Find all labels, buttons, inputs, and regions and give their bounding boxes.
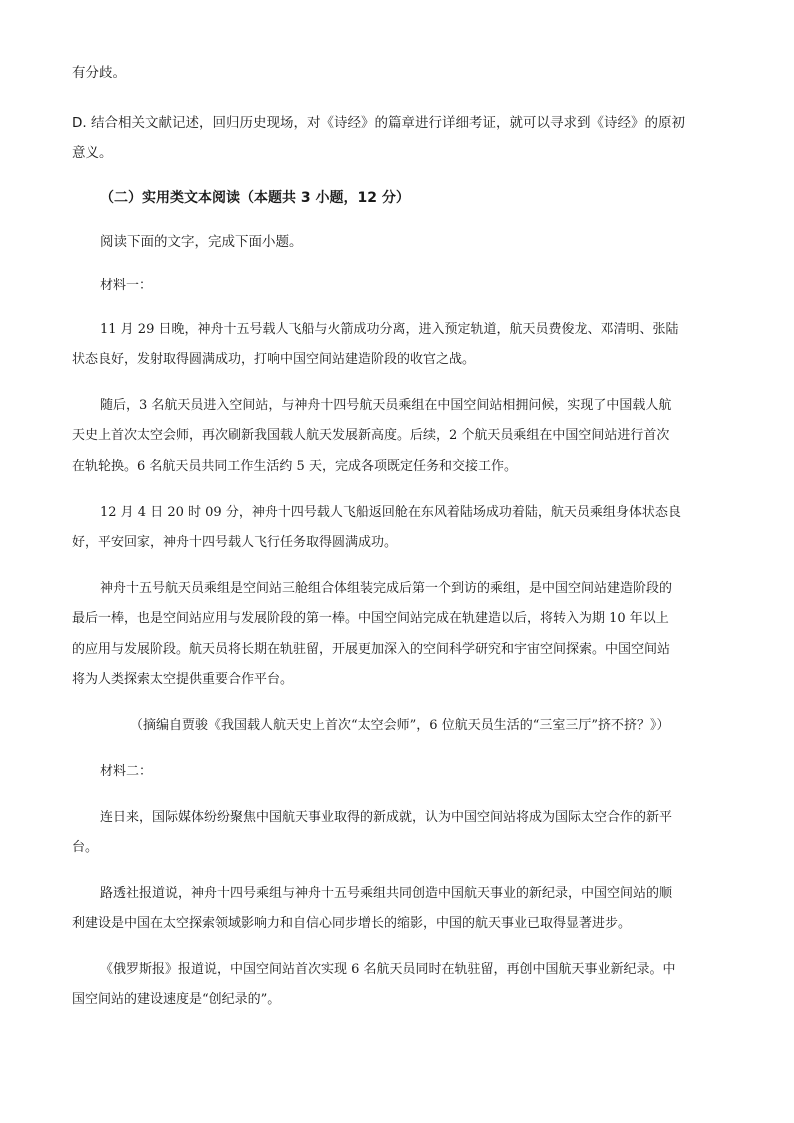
m2-p3-line-1: 《俄罗斯报》报道说，中国空间站首次实现 6 名航天员同时在轨驻留，再创中国航天事业新纪录。中 [100,962,676,977]
m1-p4-line-4: 将为人类探索太空提供重要合作平台。 [72,672,294,687]
section-heading: （二）实用类文本阅读（本题共 3 小题，12 分） [100,190,410,206]
option-d-line-2: 意义。 [72,145,113,161]
m1-p3-line-1: 12 月 4 日 20 时 09 分，神舟十四号载人飞船返回舱在东风着陆场成功着陆，航天员乘组身体状态良 [100,505,681,520]
material-1-label: 材料一： [100,278,153,293]
m2-p1-line-2: 台。 [72,840,99,855]
m1-p3-line-2: 好，平安回家，神舟十四号载人飞行任务取得圆满成功。 [72,535,398,550]
m1-p1-line-2: 状态良好，发射取得圆满成功，打响中国空间站建造阶段的收官之战。 [72,352,476,367]
reading-instruction: 阅读下面的文字，完成下面小题。 [100,234,303,250]
m1-p4-line-3: 的应用与发展阶段。航天员将长期在轨驻留，开展更加深入的空间科学研究和宇宙空间探索。中国空间站 [72,642,671,657]
m1-p2-line-2: 天史上首次太空会师，再次刷新我国载人航天发展新高度。后续，2 个航天员乘组在中国空间站进行首次 [72,428,670,443]
m1-p4-line-1: 神舟十五号航天员乘组是空间站三舱组合体组装完成后第一个到访的乘组，是中国空间站建造阶段的 [100,581,673,596]
m1-p2-line-1: 随后，3 名航天员进入空间站，与神舟十四号航天员乘组在中国空间站相拥问候，实现了中国载人航 [100,398,672,413]
option-d-line-1: D. 结合相关文献记述，回归历史现场，对《诗经》的篇章进行详细考证，就可以寻求到《诗经》的原初 [72,115,685,131]
material-1-source: （摘编自贾骏《我国载人航天史上首次“太空会师”，6 位航天员生活的“三室三厅”挤不挤？》） [130,718,670,733]
m2-p3-line-2: 国空间站的建设速度是“创纪录的”。 [72,992,281,1007]
material-2-label: 材料二： [100,764,153,779]
m1-p1-line-1: 11 月 29 日晚，神舟十五号载人飞船与火箭成功分离，进入预定轨道，航天员费俊龙、邓清明、张陆 [100,322,679,337]
m2-p1-line-1: 连日来，国际媒体纷纷聚焦中国航天事业取得的新成就，认为中国空间站将成为国际太空合作的新平 [100,810,673,825]
m2-p2-line-2: 利建设是中国在太空探索领域影响力和自信心同步增长的缩影，中国的航天事业已取得显著进步。 [72,916,632,931]
m2-p2-line-1: 路透社报道说，神舟十四号乘组与神舟十五号乘组共同创造中国航天事业的新纪录，中国空间站的顺 [100,886,673,901]
intro-line-1: 有分歧。 [72,65,126,81]
m1-p2-line-3: 在轨轮换。6 名航天员共同工作生活约 5 天，完成各项既定任务和交接工作。 [72,459,517,474]
m1-p4-line-2: 最后一棒，也是空间站应用与发展阶段的第一棒。中国空间站完成在轨建造以后，将转入为期 10 年以上 [72,611,669,626]
